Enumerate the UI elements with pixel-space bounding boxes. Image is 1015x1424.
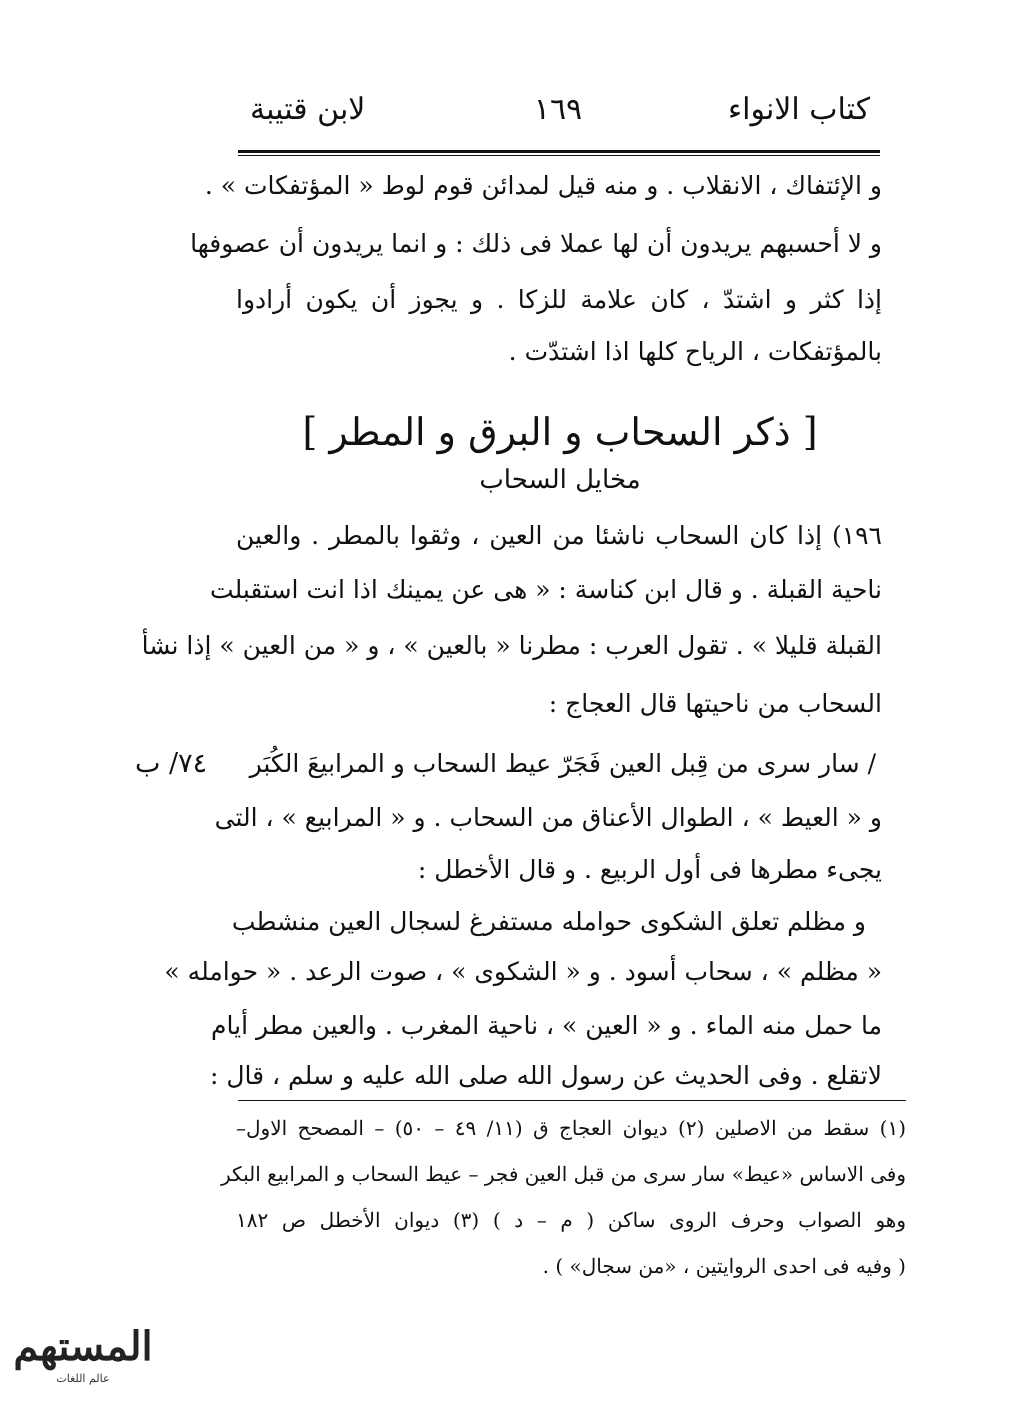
- text-line: إذا كثر و اشتدّ ، كان علامة للزكا . و يجوز أن يكون أرادوا: [236, 285, 882, 314]
- text-line: و « العيط » ، الطوال الأعناق من السحاب . و « المرابيع » ، التى: [214, 803, 882, 832]
- text-line: لاتقلع . وفى الحديث عن رسول الله صلى الله عليه و سلم ، قال :: [209, 1061, 882, 1090]
- text-line: و لا أحسبهم يريدون أن لها عملا فى ذلك : و انما يريدون أن عصوفها: [190, 229, 882, 258]
- header-rule-thick: [238, 150, 880, 153]
- footnote-line: وفى الاساس «عيط» سار سرى من قبل العين فجر – عيط السحاب و المرابيع البكر: [221, 1162, 906, 1186]
- section-heading: [ ذكر السحاب و البرق و المطر ]: [302, 410, 818, 454]
- text-line: بالمؤتفكات ، الرياح كلها اذا اشتدّت .: [508, 337, 882, 366]
- footnote-line: وهو الصواب وحرف الروى ساكن ( م – د ) (٣) ديوان الأخطل ص ١٨٢: [236, 1208, 907, 1232]
- text-line: القبلة قليلا » . تقول العرب : مطرنا « بالعين » ، و « من العين » إذا نشأ: [141, 631, 882, 660]
- stamp-subtext: عالم اللغات: [56, 1372, 110, 1385]
- footnote-line: (١) سقط من الاصلين (٢) ديوان العجاج ق (١١/ ٤٩ – ٥٠) – المصحح الاول–: [236, 1116, 906, 1140]
- text-line: « مظلم » ، سحاب أسود . و « الشكوى » ، صوت الرعد . « حوامله »: [164, 957, 882, 986]
- text-line: يجىء مطرها فى أول الربيع . و قال الأخطل :: [417, 855, 882, 884]
- page-number: ١٦٩: [533, 92, 583, 127]
- library-stamp: [8, 1322, 158, 1422]
- footnote-rule: [238, 1100, 906, 1101]
- stamp-logo-text: المستهم: [13, 1323, 153, 1370]
- verse-line: و مظلم تعلق الشكوى حوامله مستفرغ لسجال العين منشطب: [231, 907, 866, 936]
- text-line: ١٩٦) إذا كان السحاب ناشئا من العين ، وثقوا بالمطر . والعين: [236, 521, 882, 550]
- text-line: السحاب من ناحيتها قال العجاج :: [548, 689, 882, 718]
- header-rule-thin: [238, 155, 880, 156]
- subheading: مخايل السحاب: [479, 465, 641, 495]
- text-line: ما حمل منه الماء . و « العين » ، ناحية المغرب . والعين مطر أيام: [211, 1011, 882, 1040]
- book-title: كتاب الانواء: [728, 92, 870, 127]
- text-line: ناحية القبلة . و قال ابن كناسة : « هى عن يمينك اذا انت استقبلت: [210, 575, 882, 604]
- text-line: و الإئتفاك ، الانقلاب . و منه قيل لمدائن قوم لوط « المؤتفكات » .: [204, 171, 882, 200]
- verse-line: / سار سرى من قِبل العين فَجَرّ عيط السحاب و المرابيعَ الكُبَر: [249, 749, 876, 778]
- footnote-line: ( وفيه فى احدى الروايتين ، «من سجال» ) .: [542, 1254, 906, 1278]
- margin-folio-note: ٧٤/ ب: [135, 748, 208, 779]
- author-name: لابن قتيبة: [250, 92, 366, 127]
- page-header: [238, 92, 878, 142]
